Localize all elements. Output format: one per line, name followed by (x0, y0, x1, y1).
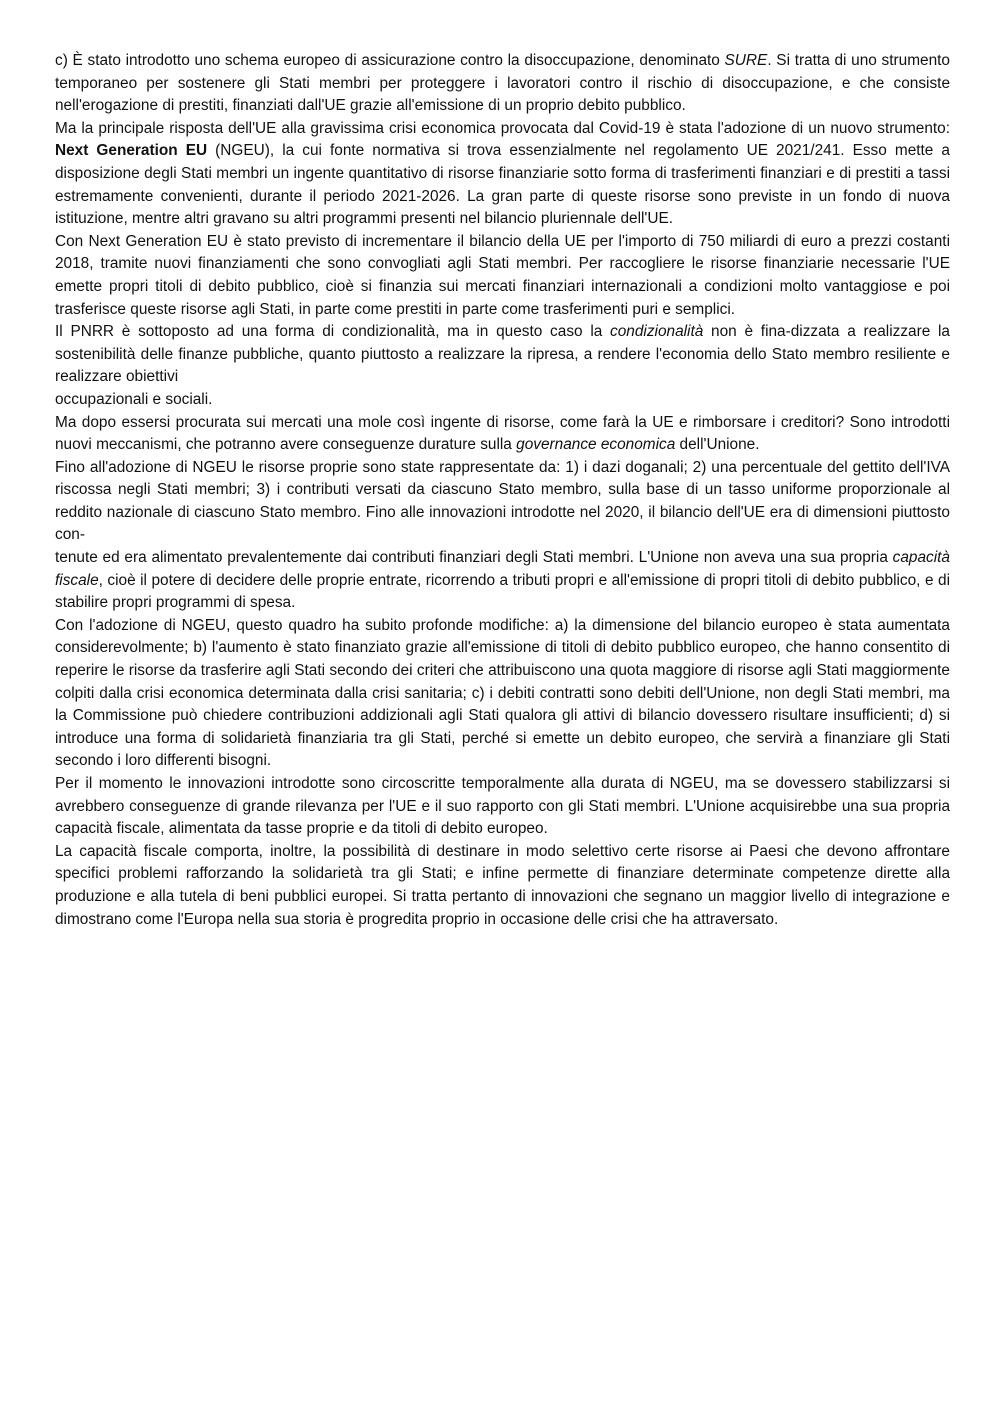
text-run: dell'Unione. (675, 436, 760, 454)
paragraph-modifiche: Con l'adozione di NGEU, questo quadro ha subito profonde modifiche: a) la dimensione del bilancio europeo è stata aumentata considerevolmente; b) l'aumento è stato finanziato grazie all'emissione di titoli di debito pubblico europeo, che hanno consentito di reperire le risorse da trasferire agli Stati secondo dei criteri che attribuiscono una quota maggiore di risorse agli Stati maggiormente colpiti dalla crisi economica determinata dalla crisi sanitaria; c) i debiti contratti sono debiti dell'Unione, non degli Stati membri, ma la Commissione può chiedere contribuzioni addizionali agli Stati qualora gli attivi di bilancio dovessero risultare insufficienti; d) si introduce una forma di solidarietà finanziaria tra gli Stati, perché si emette un debito europeo, che servirà a finanziare gli Stati secondo i loro differenti bisogni. (55, 616, 950, 770)
bold-term-ngeu: Next Generation EU (55, 142, 208, 160)
text-run: . Si tratta di uno strumento temporaneo per sostenere gli Stati membri per proteggere i lavoratori contro il rischio di disoccupazione, e che consiste nell'erogazione di prestiti, finanziati dall'UE grazie all'emissione di un proprio debito pubblico. (55, 52, 950, 115)
paragraph-ngeu-intro (55, 118, 950, 231)
paragraph-innovazioni: Per il momento le innovazioni introdotte sono circoscritte temporalmente alla durata di NGEU, ma se dovessero stabilizzarsi si avrebbero conseguenze di grande rilevanza per l'UE e il suo rapporto con gli Stati membri. L'Unione acquisirebbe una sua propria capacità fiscale, alimentata da tasse proprie e da titoli di debito europeo. (55, 775, 950, 838)
text-run: (NGEU), la cui fonte normativa si trova essenzialmente nel regolamento UE 2021/241. Esso mette a disposizione degli Stati membri un ingente quantitativo di risorse finanziarie sotto forma di trasferimenti finanziari e di prestiti a tassi estremamente convenienti, durante il periodo 2021-2026. La gran parte di queste risorse sono previste in un fondo di nuova istituzione, mentre altri gravano su altri programmi presenti nel bilancio pluriennale dell'UE. (55, 142, 950, 228)
paragraph-risorse-proprie: Fino all'adozione di NGEU le risorse proprie sono state rappresentate da: 1) i dazi doganali; 2) una percentuale del gettito dell'IVA riscossa negli Stati membri; 3) i contributi versati da ciascuno Stato membro, sulla base di un tasso uniforme proporzionale al reddito nazionale di ciascuno Stato membro. Fino alle innovazioni introdotte nel 2020, il bilancio dell'UE era di dimensioni piuttosto con- (55, 458, 950, 544)
italic-term-condizionalita: condizionalità (610, 323, 704, 341)
italic-term-sure: SURE (724, 52, 768, 69)
text-run: c) È stato introdotto uno schema europeo di assicurazione contro la disoccupazione, denominato (55, 52, 725, 69)
paragraph-pnrr-continued: occupazionali e sociali. (55, 390, 213, 408)
paragraph-ngeu-budget: Con Next Generation EU è stato previsto di incrementare il bilancio della UE per l'importo di 750 miliardi di euro a prezzi costanti 2018, tramite nuovi finanziamenti che sono convogliati agli Stati membri. Per raccogliere le risorse finanziarie necessarie l'UE emette propri titoli di debito pubblico, cioè si finanzia sui mercati finanziari internazionali a condizioni molto vantaggiose e poi trasferisce queste risorse agli Stati, in parte come prestiti in parte come trasferimenti puri e semplici. (55, 232, 950, 318)
text-run: non è fina-dizzata a realizzare la sostenibilità delle finanze pubbliche, quanto piuttosto a realizzare la ripresa, a rendere l'economia dello Stato membro resiliente e realizzare obiettivi (55, 323, 950, 386)
paragraph-pnrr (55, 321, 950, 389)
italic-term-capacita-fiscale: capacità fiscale (55, 549, 950, 589)
paragraph-capacita-fiscale (55, 547, 950, 615)
text-run: Ma dopo essersi procurata sui mercati una mole così ingente di risorse, come farà la UE e rimborsare i creditori? Sono introdotti nuovi meccanismi, che potranno avere conseguenze durature sulla (55, 413, 950, 454)
paragraph-governance (55, 412, 950, 457)
text-run: tenute ed era alimentato prevalentemente dai contributi finanziari degli Stati membri. L'Unione non aveva una sua propria (55, 549, 893, 567)
text-run: Ma la principale risposta dell'UE alla gravissima crisi economica provocata dal Covid-19 è stata l'adozione di un nuovo strumento: (55, 119, 950, 137)
text-run: Il PNRR è sottoposto ad una forma di condizionalità, ma in questo caso la (55, 323, 611, 341)
document-page (55, 50, 950, 931)
italic-term-governance: governance economica (516, 436, 676, 454)
paragraph-conclusione: La capacità fiscale comporta, inoltre, la possibilità di destinare in modo selettivo certe risorse ai Paesi che devono affrontare specifici problemi rafforzando la solidarietà tra gli Stati; e infine permette di finanziare determinate competenze dirette alla produzione e alla tutela di beni pubblici europei. Si tratta pertanto di innovazioni che segnano un maggior livello di integrazione e dimostrano come l'Europa nella sua storia è progredita proprio in occasione delle crisi che ha attraversato. (55, 842, 950, 928)
text-run: , cioè il potere di decidere delle proprie entrate, ricorrendo a tributi propri e all'emissione di propri titoli di debito pubblico, e di stabilire propri programmi di spesa. (55, 571, 950, 612)
paragraph-sure (55, 50, 950, 118)
